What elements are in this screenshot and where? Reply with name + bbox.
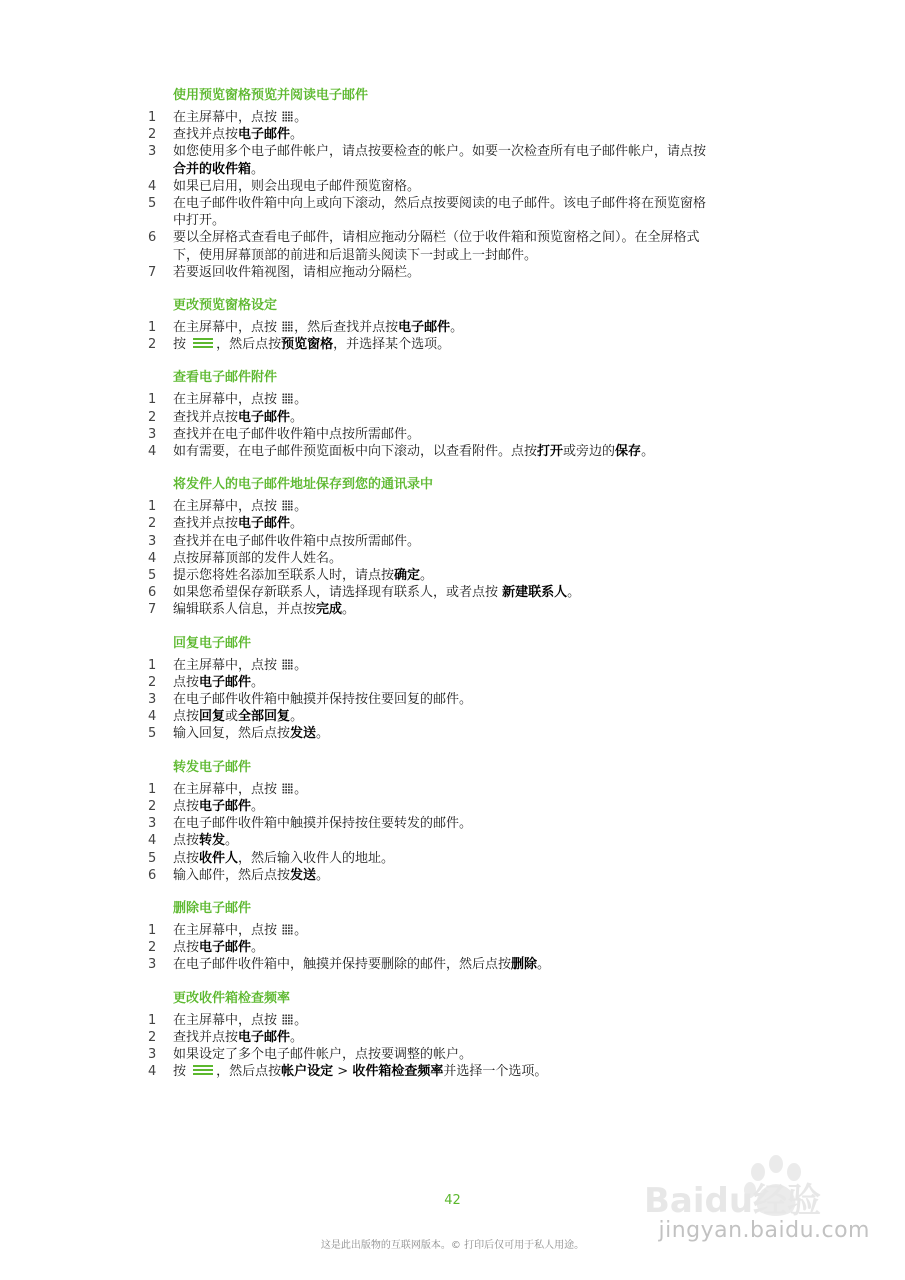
step-text: 在主屏幕中，点按 。 xyxy=(173,110,308,125)
watermark-brand: Baidu经验 xyxy=(644,1181,822,1221)
step-number: 3 xyxy=(148,1046,157,1062)
step-text: 点按电子邮件。 xyxy=(173,674,265,690)
step-list xyxy=(0,1012,905,1081)
step-number: 3 xyxy=(148,144,157,160)
step-item xyxy=(0,1063,905,1080)
step-item xyxy=(0,1046,905,1063)
step-text: 查找并点按电子邮件。 xyxy=(173,409,304,425)
section-title: 删除电子邮件 xyxy=(173,900,252,916)
step-text: 输入回复，然后点按发送。 xyxy=(173,726,330,742)
section xyxy=(0,758,905,884)
section-title: 查看电子邮件附件 xyxy=(173,370,278,386)
section-title: 使用预览窗格预览并阅读电子邮件 xyxy=(173,88,369,103)
step-text: 按 ，然后点按帐户设定 > 收件箱检查频率并选择一个选项。 xyxy=(173,1064,548,1080)
step-number: 4 xyxy=(148,709,157,725)
step-item xyxy=(0,264,905,281)
step-list xyxy=(0,391,905,460)
step-number: 2 xyxy=(148,337,157,353)
step-text: 查找并点按电子邮件。 xyxy=(173,516,304,532)
footer-note: 这是此出版物的互联网版本。© 打印后仅可用于私人用途。 xyxy=(320,1240,585,1251)
step-item xyxy=(0,922,905,939)
section-title: 回复电子邮件 xyxy=(173,635,252,651)
step-number: 1 xyxy=(148,781,157,797)
section-title: 更改收件箱检查频率 xyxy=(173,990,291,1006)
step-number: 1 xyxy=(148,392,157,408)
step-text: 在电子邮件收件箱中向上或向下滚动，然后点按要阅读的电子邮件。该电子邮件将在预览窗格中打开。 xyxy=(173,196,707,229)
step-number: 5 xyxy=(148,850,157,866)
section xyxy=(0,899,905,974)
step-number: 2 xyxy=(148,1029,157,1045)
step-number: 4 xyxy=(148,550,157,566)
step-number: 6 xyxy=(148,585,157,601)
step-item xyxy=(0,109,905,126)
step-item xyxy=(0,567,905,584)
menu-icon xyxy=(193,337,213,349)
step-list xyxy=(0,781,905,884)
step-item xyxy=(0,126,905,143)
step-text: 在主屏幕中，点按 。 xyxy=(173,922,308,938)
apps-grid-icon xyxy=(282,500,293,511)
section xyxy=(0,989,905,1081)
step-number: 6 xyxy=(148,867,157,883)
step-text: 按 ，然后点按预览窗格，并选择某个选项。 xyxy=(173,337,451,353)
step-item xyxy=(0,229,905,263)
section-title: 转发电子邮件 xyxy=(173,759,252,775)
step-item xyxy=(0,867,905,884)
step-number: 3 xyxy=(148,426,157,442)
step-list xyxy=(0,109,905,281)
apps-grid-icon xyxy=(282,659,293,670)
apps-grid-icon xyxy=(282,393,293,404)
step-item xyxy=(0,601,905,618)
section-title: 更改预览窗格设定 xyxy=(173,298,278,314)
step-item xyxy=(0,850,905,867)
step-list xyxy=(0,498,905,618)
step-item xyxy=(0,178,905,195)
step-number: 5 xyxy=(148,196,157,212)
page-number: 42 xyxy=(444,1193,461,1208)
step-number: 2 xyxy=(148,127,157,143)
step-text: 点按电子邮件。 xyxy=(173,940,265,956)
document-body xyxy=(0,86,905,1095)
step-item xyxy=(0,781,905,798)
step-number: 4 xyxy=(148,1064,157,1080)
step-number: 2 xyxy=(148,674,157,690)
step-item xyxy=(0,515,905,532)
step-text: 查找并点按电子邮件。 xyxy=(173,1029,304,1045)
step-item xyxy=(0,195,905,229)
step-number: 3 xyxy=(148,816,157,832)
step-item xyxy=(0,725,905,742)
step-text: 若要返回收件箱视图，请相应拖动分隔栏。 xyxy=(173,264,421,280)
step-text: 如您使用多个电子邮件帐户，请点按要检查的帐户。如要一次检查所有电子邮件帐户，请点按合并的收件箱。 xyxy=(173,144,707,177)
apps-grid-icon xyxy=(282,1014,293,1025)
step-item xyxy=(0,1012,905,1029)
watermark-url: jingyan.baidu.com xyxy=(658,1218,870,1243)
step-number: 7 xyxy=(148,602,157,618)
step-list xyxy=(0,319,905,353)
step-list xyxy=(0,922,905,974)
step-text: 输入邮件，然后点按发送。 xyxy=(173,867,330,883)
menu-icon xyxy=(193,1064,213,1076)
step-item xyxy=(0,498,905,515)
step-number: 3 xyxy=(148,957,157,973)
step-text: 点按转发。 xyxy=(173,833,239,849)
step-text: 要以全屏格式查看电子邮件，请相应拖动分隔栏（位于收件箱和预览窗格之间）。在全屏格式下，使用屏幕顶部的前进和后退箭头阅读下一封或上一封邮件。 xyxy=(173,230,700,263)
step-text: 如有需要，在电子邮件预览面板中向下滚动，以查看附件。点按打开或旁边的保存。 xyxy=(173,444,655,460)
step-number: 2 xyxy=(148,409,157,425)
step-text: 点按收件人，然后输入收件人的地址。 xyxy=(173,850,395,866)
step-item xyxy=(0,956,905,973)
step-number: 6 xyxy=(148,230,157,246)
step-number: 3 xyxy=(148,692,157,708)
apps-grid-icon xyxy=(282,783,293,794)
step-text: 点按屏幕顶部的发件人姓名。 xyxy=(173,550,343,566)
step-number: 2 xyxy=(148,516,157,532)
step-item xyxy=(0,691,905,708)
baidu-watermark-logo xyxy=(640,1150,870,1260)
section xyxy=(0,86,905,281)
step-item xyxy=(0,143,905,177)
step-text: 提示您将姓名添加至联系人时，请点按确定。 xyxy=(173,568,434,584)
step-list xyxy=(0,657,905,743)
step-text: 如果您希望保存新联系人，请选择现有联系人，或者点按 新建联系人。 xyxy=(173,585,581,601)
step-text: 查找并点按电子邮件。 xyxy=(173,127,304,143)
apps-grid-icon xyxy=(282,924,293,935)
step-number: 3 xyxy=(148,533,157,549)
step-number: 1 xyxy=(148,110,157,125)
step-text: 点按回复或全部回复。 xyxy=(173,709,304,725)
section xyxy=(0,368,905,460)
step-item xyxy=(0,533,905,550)
step-number: 4 xyxy=(148,444,157,460)
step-text: 在主屏幕中，点按 。 xyxy=(173,392,308,408)
step-number: 1 xyxy=(148,320,157,336)
step-item xyxy=(0,584,905,601)
step-number: 1 xyxy=(148,1012,157,1028)
apps-grid-icon xyxy=(282,111,293,122)
step-text: 在电子邮件收件箱中触摸并保持按住要转发的邮件。 xyxy=(173,816,473,832)
step-text: 如果已启用，则会出现电子邮件预览窗格。 xyxy=(173,178,421,194)
step-item xyxy=(0,426,905,443)
step-number: 1 xyxy=(148,657,157,673)
step-text: 在主屏幕中，点按 ，然后查找并点按电子邮件。 xyxy=(173,320,464,336)
step-number: 2 xyxy=(148,798,157,814)
step-item xyxy=(0,550,905,567)
step-number: 7 xyxy=(148,264,157,280)
step-text: 编辑联系人信息，并点按完成。 xyxy=(173,602,356,618)
step-number: 5 xyxy=(148,568,157,584)
step-item xyxy=(0,815,905,832)
step-text: 在电子邮件收件箱中，触摸并保持要删除的邮件，然后点按删除。 xyxy=(173,957,551,973)
section xyxy=(0,634,905,743)
step-text: 在电子邮件收件箱中触摸并保持按住要回复的邮件。 xyxy=(173,692,473,708)
step-item xyxy=(0,674,905,691)
step-number: 1 xyxy=(148,922,157,938)
step-text: 在主屏幕中，点按 。 xyxy=(173,781,308,797)
step-number: 1 xyxy=(148,499,157,515)
section-title: 将发件人的电子邮件地址保存到您的通讯录中 xyxy=(173,477,434,493)
step-item xyxy=(0,1029,905,1046)
step-number: 5 xyxy=(148,726,157,742)
step-text: 在主屏幕中，点按 。 xyxy=(173,1012,308,1028)
step-number: 4 xyxy=(148,178,157,194)
step-text: 点按电子邮件。 xyxy=(173,798,265,814)
step-item xyxy=(0,319,905,336)
step-text: 查找并在电子邮件收件箱中点按所需邮件。 xyxy=(173,426,421,442)
step-item xyxy=(0,939,905,956)
step-item xyxy=(0,798,905,815)
step-item xyxy=(0,336,905,353)
apps-grid-icon xyxy=(282,321,293,332)
step-text: 在主屏幕中，点按 。 xyxy=(173,657,308,673)
step-item xyxy=(0,391,905,408)
step-item xyxy=(0,443,905,460)
step-item xyxy=(0,657,905,674)
step-number: 2 xyxy=(148,940,157,956)
step-number: 4 xyxy=(148,833,157,849)
step-item xyxy=(0,708,905,725)
step-item xyxy=(0,409,905,426)
section xyxy=(0,475,905,618)
step-text: 在主屏幕中，点按 。 xyxy=(173,499,308,515)
step-text: 如果设定了多个电子邮件帐户，点按要调整的帐户。 xyxy=(173,1046,473,1062)
step-item xyxy=(0,832,905,849)
section xyxy=(0,296,905,353)
step-text: 查找并在电子邮件收件箱中点按所需邮件。 xyxy=(173,533,421,549)
